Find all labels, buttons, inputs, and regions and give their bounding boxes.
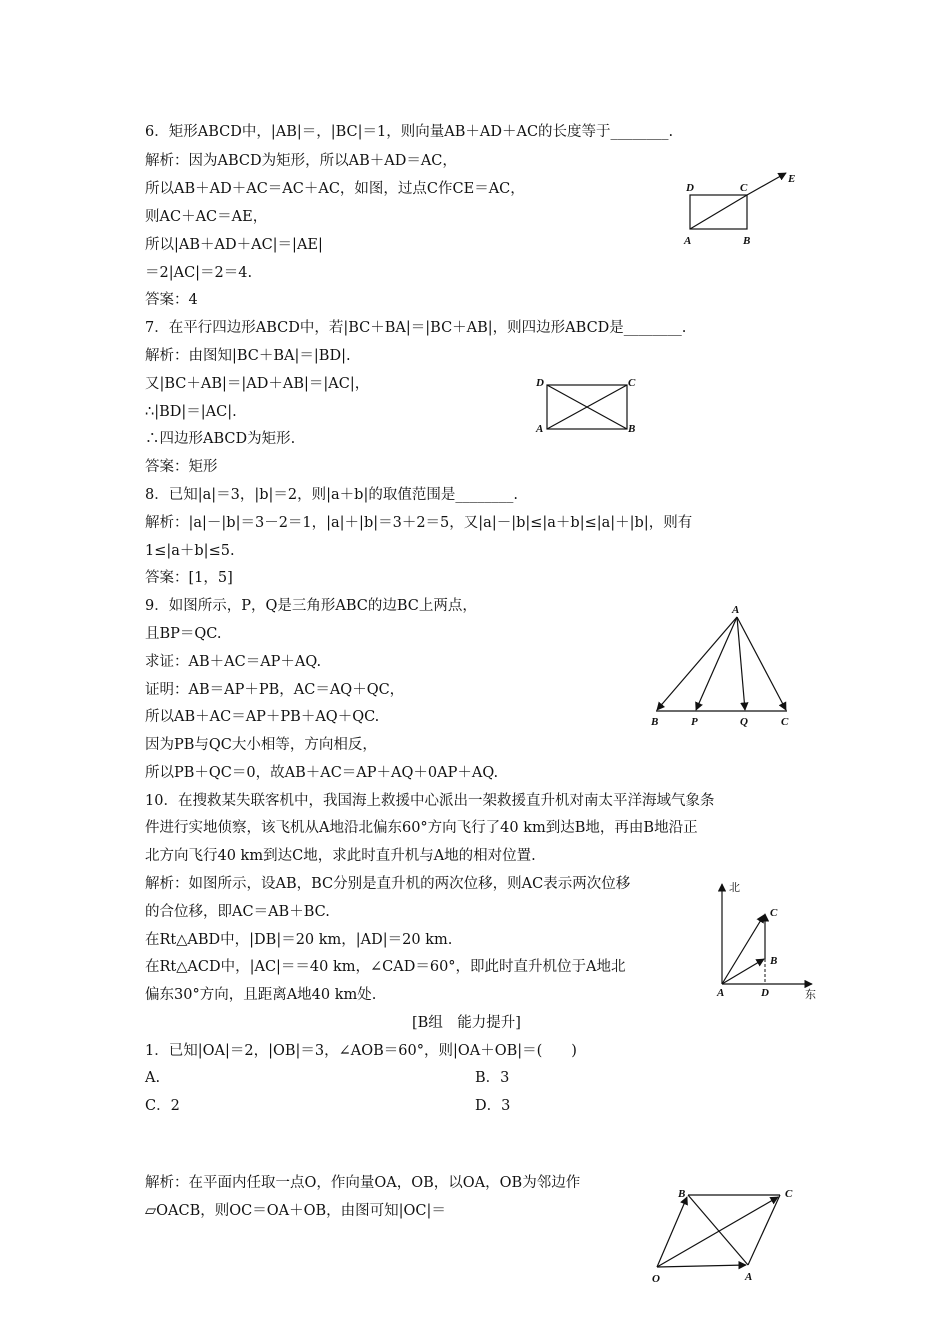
q9-proof-line: 所以AB＋AC＝AP＋PB＋AQ＋QC.	[145, 709, 380, 725]
label-c: C	[781, 716, 789, 728]
q6-solution-line: 所以AB＋AD＋AC＝AC＋AC，如图，过点C作CE＝AC，	[145, 181, 525, 197]
diagonal-ba	[688, 1195, 748, 1265]
vector-ab	[722, 959, 764, 984]
q7-solution-line: ∴|BD|＝|AC|.	[145, 404, 237, 420]
label-b: B	[651, 716, 659, 728]
label-e: E	[788, 173, 796, 185]
q7-solution-line: 解析：由图知|BC＋BA|＝|BD|.	[145, 348, 351, 364]
q9-proof-line: 因为PB与QC大小相等，方向相反，	[145, 737, 377, 753]
q8-answer: 答案：[1，5]	[145, 570, 233, 586]
q7-stem: 7．在平行四边形ABCD中，若|BC＋BA|＝|BC＋AB|，则四边形ABCD是________.	[145, 320, 687, 336]
q7-answer: 答案：矩形	[145, 459, 218, 475]
label-c: C	[628, 377, 636, 389]
q6-answer: 答案：4	[145, 292, 198, 308]
label-d: D	[686, 182, 694, 194]
triangle-vectors-figure-q9	[645, 605, 795, 730]
q9-stem: 9．如图所示，P，Q是三角形ABC的边BC上两点，	[145, 598, 477, 614]
label-a: A	[684, 235, 692, 247]
compass-displacement-figure-q10	[712, 876, 822, 1006]
option-d: D．3	[475, 1098, 511, 1114]
label-p: P	[691, 716, 698, 728]
label-d: D	[761, 987, 769, 999]
label-a: A	[732, 605, 740, 616]
label-c: C	[770, 907, 778, 919]
q10-stem: 10．在搜救某失联客机中，我国海上救援中心派出一架救援直升机对南太平洋海域气象条	[145, 793, 715, 809]
vector-oa	[657, 1265, 746, 1267]
vector-ab	[657, 617, 737, 710]
label-d: D	[536, 377, 544, 389]
b1-solution-line: 解析：在平面内任取一点O，作向量OA，OB，以OA，OB为邻边作	[145, 1175, 581, 1191]
rectangle-diagonals-figure-q7	[530, 372, 645, 438]
q10-stem: 北方向飞行40 km到达C地，求此时直升机与A地的相对位置.	[145, 848, 536, 864]
label-b: B	[743, 235, 751, 247]
label-a: A	[745, 1271, 753, 1283]
vector-ce	[747, 173, 786, 195]
section-title: [B组 能力提升]	[412, 1015, 521, 1031]
q8-solution-line: 解析：|a|－|b|＝3－2＝1，|a|＋|b|＝3＋2＝5，又|a|－|b|≤|a＋b|≤|a|＋|b|，则有	[145, 515, 693, 531]
q10-solution-line: 偏东30°方向，且距离A地40 km处.	[145, 987, 377, 1003]
q6-solution-line: 解析：因为ABCD为矩形，所以AB＋AD＝AC，	[145, 153, 457, 169]
q7-solution-line: 又|BC＋AB|＝|AD＋AB|＝|AC|，	[145, 376, 370, 392]
b1-solution-line: ▱OACB，则OC＝OA＋OB，由图可知|OC|＝	[145, 1203, 446, 1219]
q8-solution-line: 1≤|a＋b|≤5.	[145, 543, 235, 559]
q6-solution-line: 所以|AB＋AD＋AC|＝|AE|	[145, 237, 323, 253]
label-c: C	[740, 182, 748, 194]
rectangle-vector-figure-q6	[680, 168, 810, 250]
q9-prove: 求证：AB＋AC＝AP＋AQ.	[145, 654, 322, 670]
label-east: 东	[805, 988, 816, 1001]
q6-solution-line: ＝2|AC|＝2＝4.	[145, 265, 253, 281]
q10-solution-line: 在Rt△ACD中，|AC|＝＝40 km，∠CAD＝60°，即此时直升机位于A地北	[145, 959, 626, 975]
label-q: Q	[740, 716, 748, 728]
b1-stem: 1．已知|OA|＝2，|OB|＝3，∠AOB＝60°，则|OA＋OB|＝( )	[145, 1043, 577, 1059]
option-c: C．2	[145, 1098, 180, 1114]
option-b: B．3	[475, 1070, 510, 1086]
q8-stem: 8．已知|a|＝3，|b|＝2，则|a＋b|的取值范围是________.	[145, 487, 518, 503]
q9-stem: 且BP＝QC.	[145, 626, 222, 642]
label-a: A	[536, 423, 544, 435]
q9-proof-line: 所以PB＋QC＝0，故AB＋AC＝AP＋AQ＋0AP＋AQ.	[145, 765, 499, 781]
q6-solution-line: 则AC＋AC＝AE，	[145, 209, 268, 225]
q10-solution-line: 在Rt△ABD中，|DB|＝20 km，|AD|＝20 km.	[145, 932, 453, 948]
parallelogram-figure-b1	[645, 1180, 800, 1290]
label-north: 北	[729, 881, 740, 894]
q6-stem: 6．矩形ABCD中，|AB|＝，|BC|＝1，则向量AB＋AD＋AC的长度等于________.	[145, 124, 674, 140]
vector-oc	[657, 1197, 778, 1267]
label-b: B	[628, 423, 636, 435]
q7-solution-line: ∴四边形ABCD为矩形.	[145, 431, 296, 447]
q10-solution-line: 的合位移，即AC＝AB＋BC.	[145, 904, 330, 920]
label-b: B	[678, 1188, 686, 1200]
label-a: A	[717, 987, 725, 999]
label-o: O	[652, 1273, 660, 1285]
diagonal-ac	[690, 195, 747, 229]
vector-ac	[722, 915, 764, 984]
label-b: B	[770, 955, 778, 967]
vector-ap	[696, 617, 737, 710]
q10-solution-line: 解析：如图所示，设AB，BC分别是直升机的两次位移，则AC表示两次位移	[145, 876, 631, 892]
label-c: C	[785, 1188, 793, 1200]
vector-ob	[657, 1197, 687, 1267]
option-a: A.	[145, 1070, 161, 1086]
q10-stem: 件进行实地侦察，该飞机从A地沿北偏东60°方向飞行了40 km到达B地，再由B地沿正	[145, 820, 698, 836]
q9-proof-line: 证明：AB＝AP＋PB，AC＝AQ＋QC，	[145, 682, 405, 698]
